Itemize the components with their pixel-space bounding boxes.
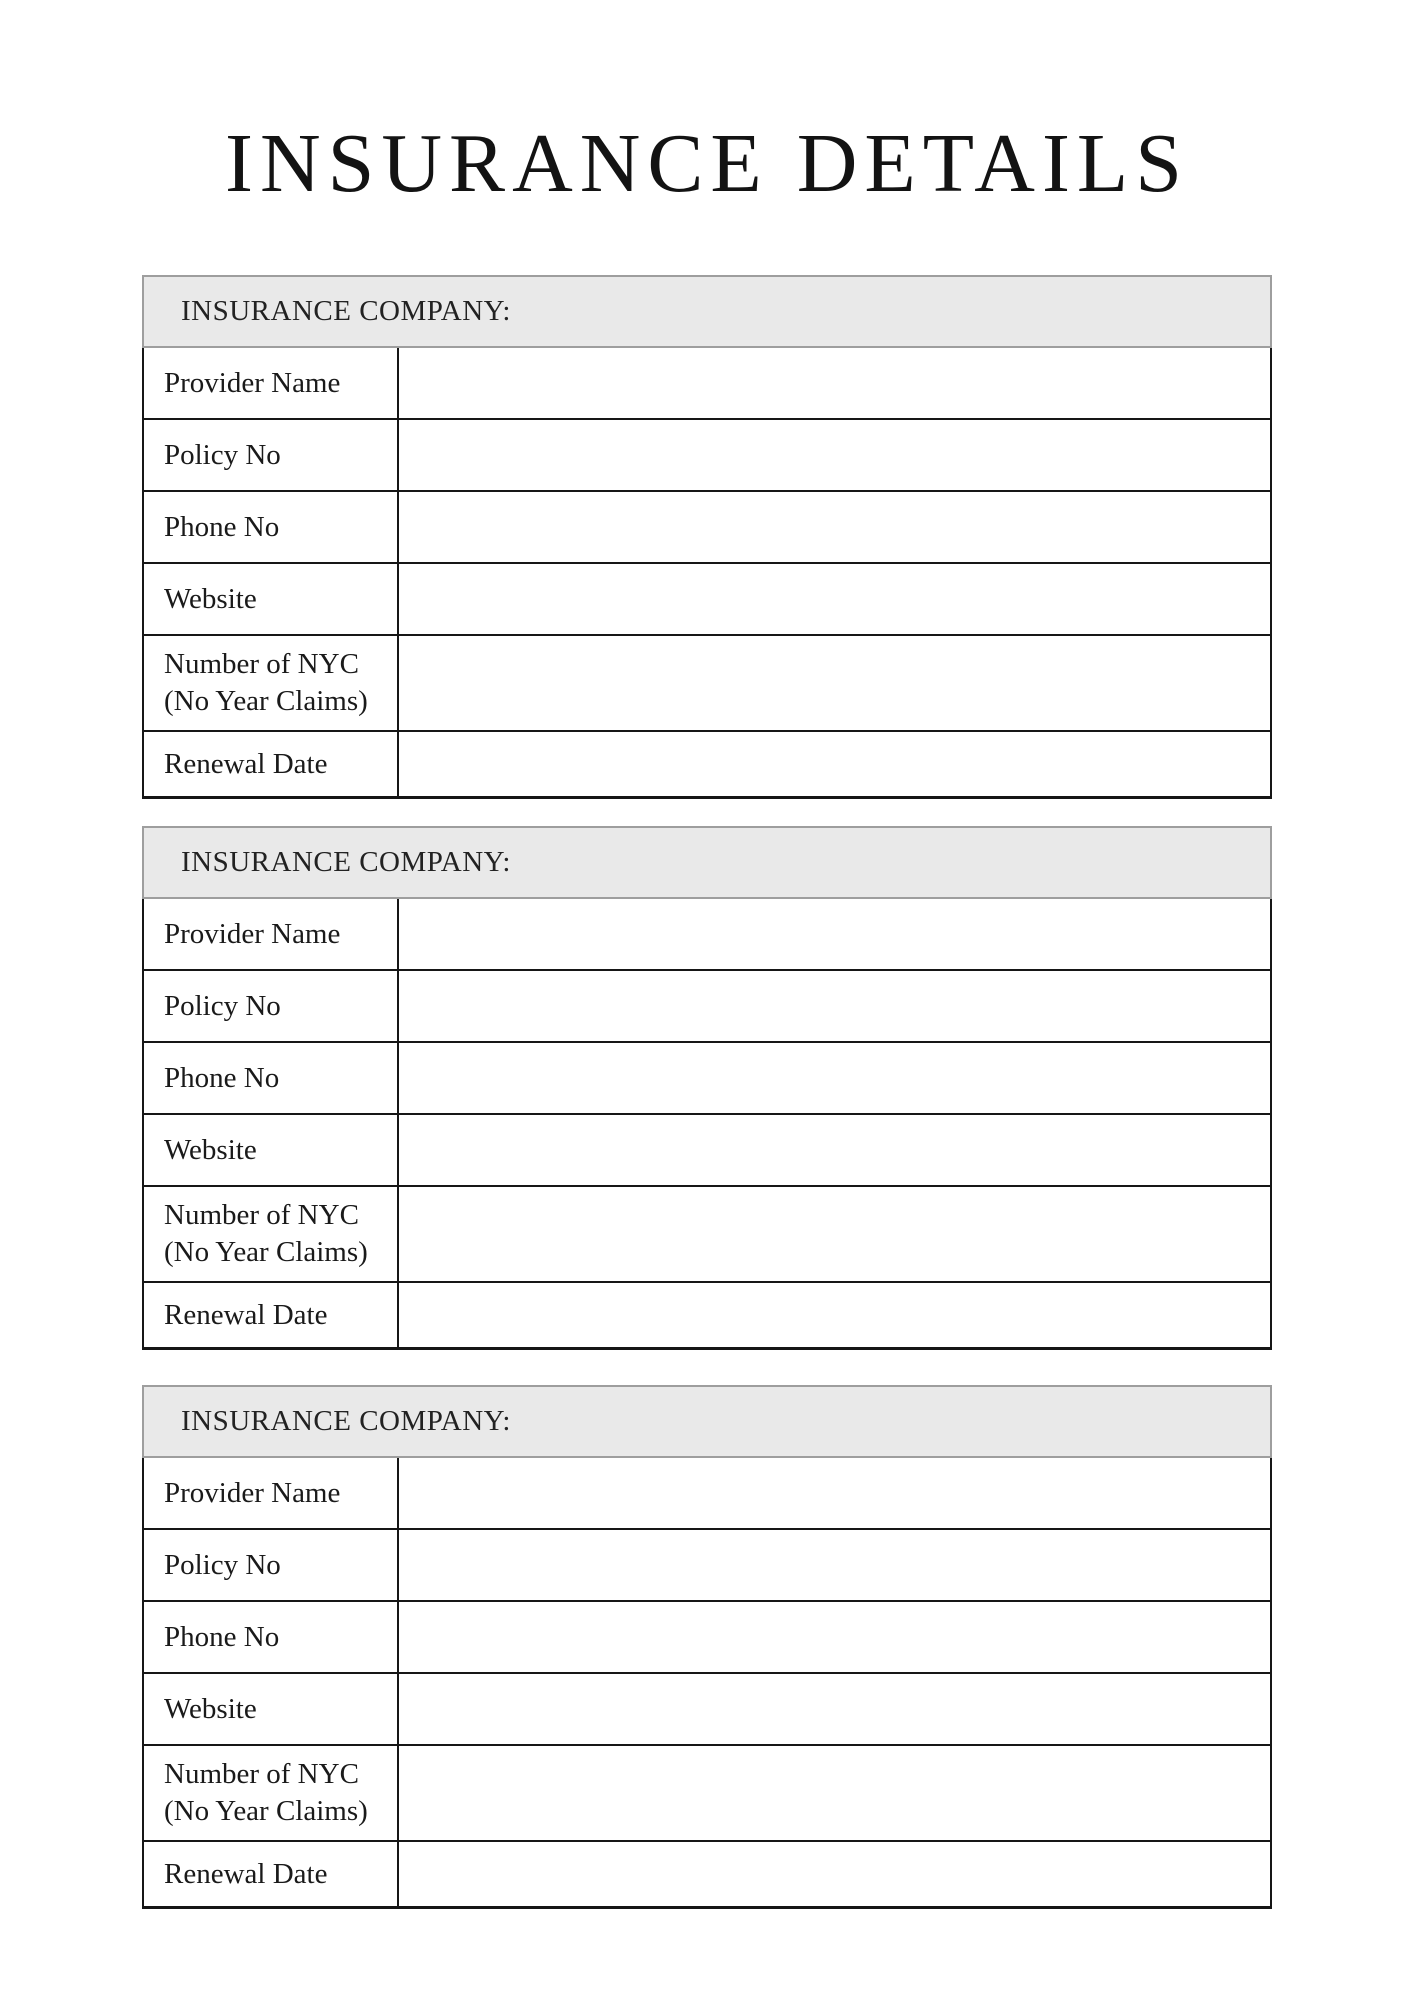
s2-phone-no-label: Phone No: [144, 1043, 399, 1113]
s2-header-bar: [142, 826, 1272, 899]
s2-renewal-date-field[interactable]: [399, 1283, 1270, 1347]
table-row: [144, 564, 1270, 636]
s3-provider-name-field[interactable]: [399, 1458, 1270, 1528]
table-row: [144, 732, 1270, 796]
s1-website-field[interactable]: [399, 564, 1270, 634]
s2-nyc-field[interactable]: [399, 1187, 1270, 1281]
s1-provider-name-label: Provider Name: [144, 348, 399, 418]
s2-provider-name-field[interactable]: [399, 899, 1270, 969]
table-row: [144, 1187, 1270, 1283]
table-row: [144, 636, 1270, 732]
s3-header-label: INSURANCE COMPANY:: [181, 1405, 511, 1437]
s1-phone-no-label: Phone No: [144, 492, 399, 562]
s3-nyc-field[interactable]: [399, 1746, 1270, 1840]
s3-renewal-date-field[interactable]: [399, 1842, 1270, 1906]
s2-policy-no-field[interactable]: [399, 971, 1270, 1041]
table-row: [144, 1674, 1270, 1746]
table-row: [144, 1115, 1270, 1187]
s2-nyc-label-line2: (No Year Claims): [164, 1236, 368, 1268]
table-row: [144, 1842, 1270, 1906]
s1-policy-no-label: Policy No: [144, 420, 399, 490]
table-row: [144, 348, 1270, 420]
s1-phone-no-field[interactable]: [399, 492, 1270, 562]
s1-header-label: INSURANCE COMPANY:: [181, 295, 511, 327]
s2-table-body: [142, 899, 1272, 1350]
table-row: [144, 971, 1270, 1043]
s2-renewal-date-label: Renewal Date: [144, 1283, 399, 1347]
s3-phone-no-label: Phone No: [144, 1602, 399, 1672]
s1-nyc-label-line1: Number of NYC: [164, 648, 359, 680]
insurance-company-section-1: [142, 275, 1272, 799]
s1-policy-no-field[interactable]: [399, 420, 1270, 490]
s1-provider-name-field[interactable]: [399, 348, 1270, 418]
s3-nyc-label-line2: (No Year Claims): [164, 1795, 368, 1827]
s3-phone-no-field[interactable]: [399, 1602, 1270, 1672]
page-title: INSURANCE DETAILS: [225, 117, 1189, 210]
s1-nyc-field[interactable]: [399, 636, 1270, 730]
s1-renewal-date-label: Renewal Date: [144, 732, 399, 796]
table-row: [144, 1602, 1270, 1674]
s3-website-field[interactable]: [399, 1674, 1270, 1744]
table-row: [144, 492, 1270, 564]
table-row: [144, 1043, 1270, 1115]
s2-phone-no-field[interactable]: [399, 1043, 1270, 1113]
s3-website-label: Website: [144, 1674, 399, 1744]
table-row: [144, 1458, 1270, 1530]
s2-provider-name-label: Provider Name: [144, 899, 399, 969]
s2-website-field[interactable]: [399, 1115, 1270, 1185]
table-row: [144, 1283, 1270, 1347]
s3-nyc-label: [144, 1746, 399, 1840]
s3-renewal-date-label: Renewal Date: [144, 1842, 399, 1906]
s1-nyc-label: [144, 636, 399, 730]
table-row: [144, 1530, 1270, 1602]
insurance-company-section-2: [142, 826, 1272, 1350]
s3-nyc-label-line1: Number of NYC: [164, 1758, 359, 1790]
s2-nyc-label: [144, 1187, 399, 1281]
s3-policy-no-label: Policy No: [144, 1530, 399, 1600]
s1-nyc-label-line2: (No Year Claims): [164, 685, 368, 717]
s1-renewal-date-field[interactable]: [399, 732, 1270, 796]
s2-policy-no-label: Policy No: [144, 971, 399, 1041]
s2-nyc-label-line1: Number of NYC: [164, 1199, 359, 1231]
table-row: [144, 1746, 1270, 1842]
s3-header-bar: [142, 1385, 1272, 1458]
table-row: [144, 899, 1270, 971]
s3-policy-no-field[interactable]: [399, 1530, 1270, 1600]
insurance-company-section-3: [142, 1385, 1272, 1909]
table-row: [144, 420, 1270, 492]
s3-provider-name-label: Provider Name: [144, 1458, 399, 1528]
s1-header-bar: [142, 275, 1272, 348]
s2-header-label: INSURANCE COMPANY:: [181, 846, 511, 878]
s2-website-label: Website: [144, 1115, 399, 1185]
s1-website-label: Website: [144, 564, 399, 634]
s3-table-body: [142, 1458, 1272, 1909]
s1-table-body: [142, 348, 1272, 799]
